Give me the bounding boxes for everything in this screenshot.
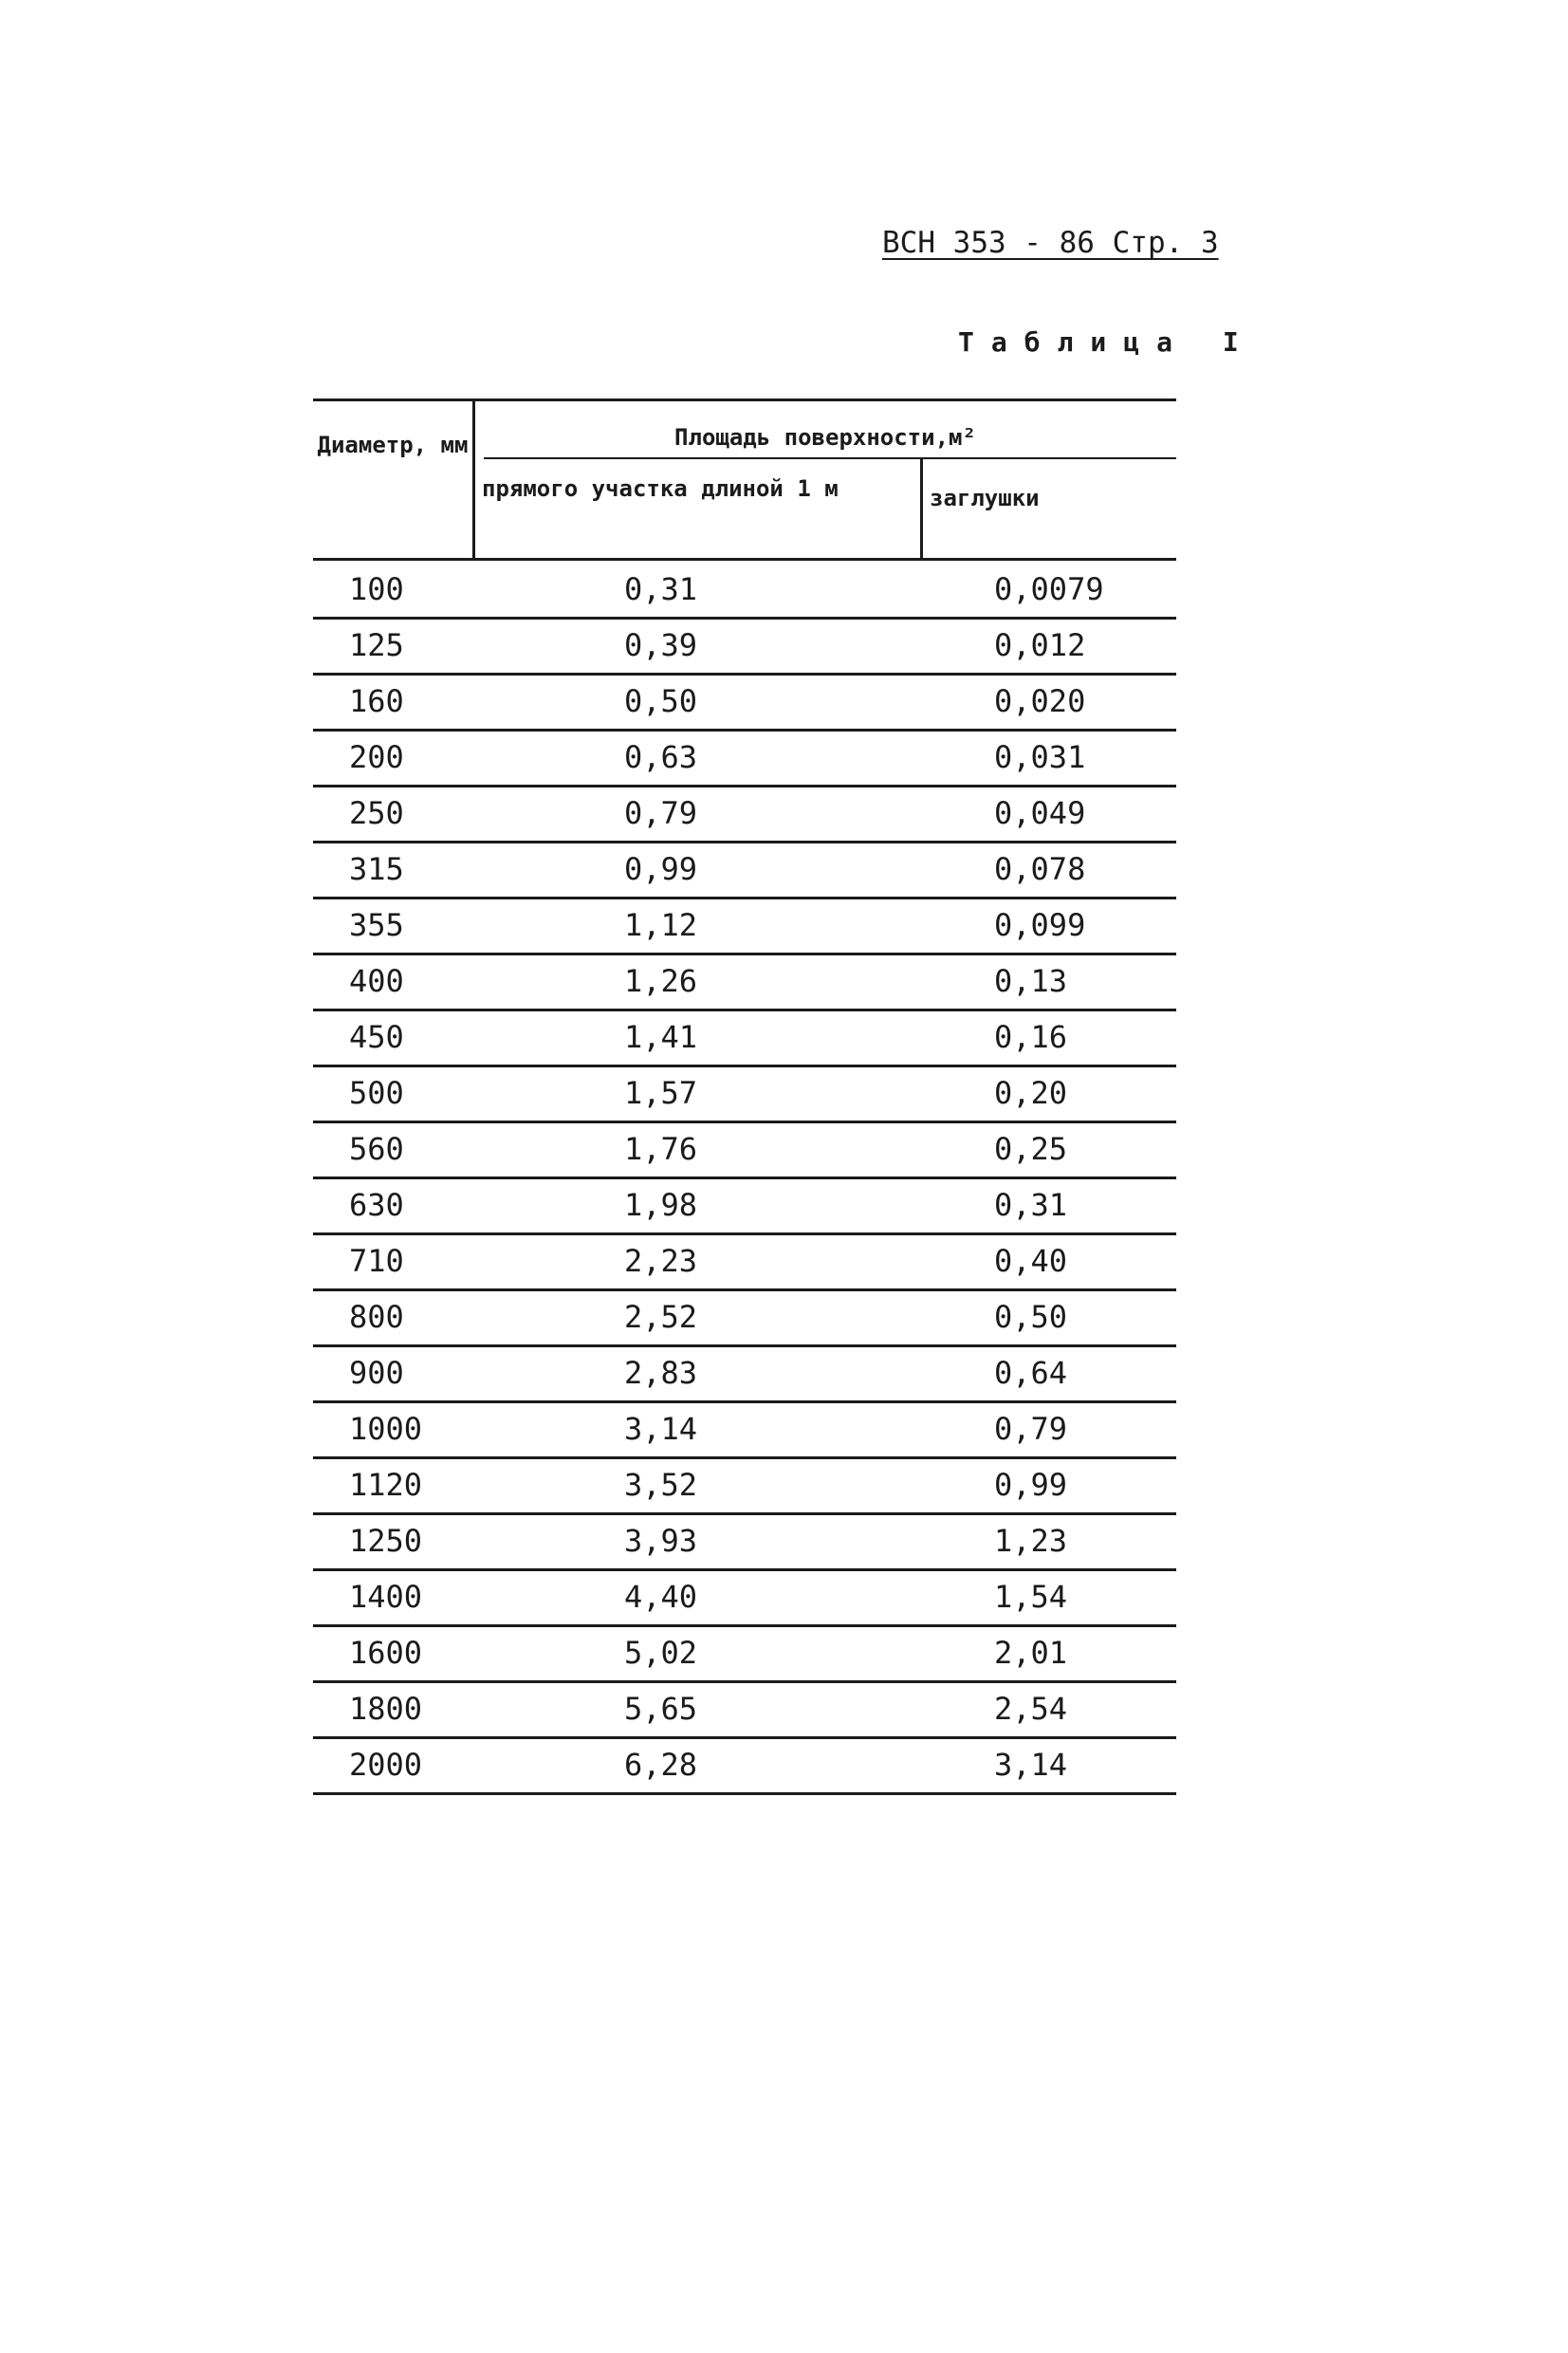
- cell-straight-area: 2,83: [624, 1355, 698, 1391]
- cell-plug-area: 0,31: [994, 1187, 1068, 1223]
- cell-diameter: 250: [349, 795, 404, 831]
- column-header-area-group: Площадь поверхности,м²: [674, 424, 976, 451]
- cell-straight-area: 5,65: [624, 1691, 698, 1727]
- table-caption: Таблица I: [958, 326, 1256, 358]
- cell-straight-area: 1,98: [624, 1187, 698, 1223]
- table-row: [313, 1739, 1176, 1795]
- cell-diameter: 2000: [349, 1747, 423, 1783]
- column-header-straight-section: прямого участка длиной 1 м: [482, 475, 839, 502]
- cell-plug-area: 0,031: [994, 739, 1086, 775]
- table-row: [313, 1627, 1176, 1683]
- cell-diameter: 400: [349, 963, 404, 999]
- table-row: [313, 1067, 1176, 1123]
- cell-diameter: 1800: [349, 1691, 423, 1727]
- cell-diameter: 450: [349, 1019, 404, 1055]
- cell-straight-area: 2,23: [624, 1243, 698, 1279]
- cell-diameter: 315: [349, 851, 404, 887]
- cell-plug-area: 0,79: [994, 1411, 1068, 1447]
- cell-diameter: 630: [349, 1187, 404, 1223]
- table-row: [313, 564, 1176, 620]
- cell-plug-area: 0,25: [994, 1131, 1068, 1167]
- cell-straight-area: 1,76: [624, 1131, 698, 1167]
- cell-diameter: 355: [349, 907, 404, 943]
- cell-plug-area: 1,54: [994, 1579, 1068, 1615]
- table-row: [313, 1291, 1176, 1347]
- cell-straight-area: 6,28: [624, 1747, 698, 1783]
- table-row: [313, 1179, 1176, 1235]
- cell-plug-area: 0,012: [994, 627, 1086, 663]
- table-row: [313, 843, 1176, 899]
- table-row: [313, 1347, 1176, 1403]
- cell-plug-area: 0,078: [994, 851, 1086, 887]
- cell-straight-area: 3,14: [624, 1411, 698, 1447]
- table-row: [313, 1403, 1176, 1459]
- group-header-rule: [484, 457, 1176, 459]
- cell-diameter: 900: [349, 1355, 404, 1391]
- cell-straight-area: 3,52: [624, 1467, 698, 1503]
- cell-straight-area: 1,57: [624, 1075, 698, 1111]
- column-header-plug: заглушки: [930, 485, 1040, 511]
- cell-plug-area: 0,13: [994, 963, 1068, 999]
- table-row: [313, 1123, 1176, 1179]
- cell-diameter: 160: [349, 683, 404, 719]
- cell-straight-area: 0,63: [624, 739, 698, 775]
- cell-straight-area: 5,02: [624, 1635, 698, 1671]
- table-row: [313, 1515, 1176, 1571]
- cell-straight-area: 2,52: [624, 1299, 698, 1335]
- cell-straight-area: 3,93: [624, 1523, 698, 1559]
- cell-diameter: 1000: [349, 1411, 423, 1447]
- table-row: [313, 676, 1176, 732]
- cell-straight-area: 0,50: [624, 683, 698, 719]
- table-row: [313, 1683, 1176, 1739]
- header-bottom-rule: [313, 558, 1176, 561]
- cell-diameter: 500: [349, 1075, 404, 1111]
- cell-diameter: 560: [349, 1131, 404, 1167]
- cell-straight-area: 0,39: [624, 627, 698, 663]
- table-row: [313, 1235, 1176, 1291]
- row-rule: [313, 1792, 1176, 1795]
- cell-diameter: 1250: [349, 1523, 423, 1559]
- surface-area-table: [313, 398, 1176, 1822]
- cell-diameter: 200: [349, 739, 404, 775]
- cell-diameter: 710: [349, 1243, 404, 1279]
- table-row: [313, 1571, 1176, 1627]
- cell-straight-area: 1,41: [624, 1019, 698, 1055]
- cell-plug-area: 0,099: [994, 907, 1086, 943]
- table-top-rule: [313, 398, 1176, 401]
- cell-diameter: 1600: [349, 1635, 423, 1671]
- cell-straight-area: 4,40: [624, 1579, 698, 1615]
- cell-plug-area: 1,23: [994, 1523, 1068, 1559]
- document-reference: ВСН 353 - 86 Стр. 3: [882, 226, 1219, 260]
- cell-plug-area: 0,50: [994, 1299, 1068, 1335]
- table-row: [313, 1459, 1176, 1515]
- cell-straight-area: 0,99: [624, 851, 698, 887]
- column-header-diameter: Диаметр, мм: [317, 432, 469, 458]
- cell-diameter: 1120: [349, 1467, 423, 1503]
- table-row: [313, 787, 1176, 843]
- table-row: [313, 732, 1176, 787]
- cell-diameter: 1400: [349, 1579, 423, 1615]
- table-row: [313, 620, 1176, 676]
- cell-diameter: 100: [349, 571, 404, 607]
- table-row: [313, 1011, 1176, 1067]
- cell-diameter: 125: [349, 627, 404, 663]
- table-row: [313, 955, 1176, 1011]
- table-row: [313, 899, 1176, 955]
- cell-plug-area: 0,16: [994, 1019, 1068, 1055]
- cell-plug-area: 0,99: [994, 1467, 1068, 1503]
- cell-diameter: 800: [349, 1299, 404, 1335]
- cell-plug-area: 0,0079: [994, 571, 1104, 607]
- cell-plug-area: 0,049: [994, 795, 1086, 831]
- cell-plug-area: 2,01: [994, 1635, 1068, 1671]
- cell-straight-area: 0,31: [624, 571, 698, 607]
- cell-plug-area: 0,020: [994, 683, 1086, 719]
- cell-straight-area: 0,79: [624, 795, 698, 831]
- cell-plug-area: 0,64: [994, 1355, 1068, 1391]
- cell-plug-area: 0,20: [994, 1075, 1068, 1111]
- cell-plug-area: 2,54: [994, 1691, 1068, 1727]
- cell-straight-area: 1,26: [624, 963, 698, 999]
- header-divider-2: [920, 459, 923, 560]
- cell-plug-area: 0,40: [994, 1243, 1068, 1279]
- cell-straight-area: 1,12: [624, 907, 698, 943]
- cell-plug-area: 3,14: [994, 1747, 1068, 1783]
